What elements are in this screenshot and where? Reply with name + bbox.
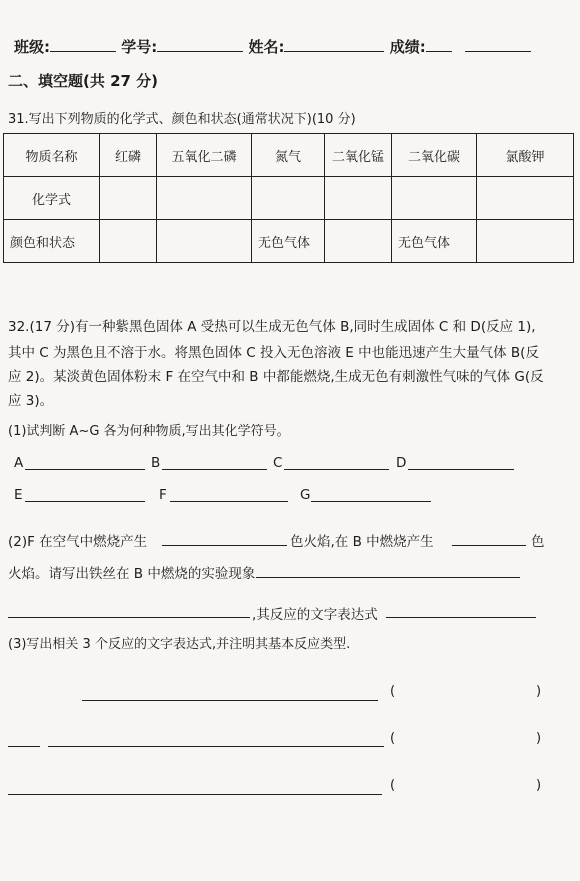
section-title: 二、填空题(共 27 分)	[8, 72, 159, 90]
score-label: 成绩:	[389, 38, 426, 56]
table-row-formula	[4, 177, 574, 220]
letter-a: A	[14, 455, 24, 471]
letter-b: B	[151, 455, 161, 471]
question-32-sub-3: (3)写出相关 3 个反应的文字表达式,并注明其基本反应类型.	[8, 637, 351, 652]
answer-blank-f[interactable]	[170, 501, 288, 502]
table-cell[interactable]	[325, 177, 392, 220]
answer-blank-b[interactable]	[162, 469, 267, 470]
letter-f: F	[159, 487, 167, 503]
reaction-equation-blank-2b[interactable]	[48, 746, 384, 747]
table-header-cell: 二氧化碳	[392, 134, 477, 177]
question-32-sub-1: (1)试判断 A~G 各为何种物质,写出其化学符号。	[8, 424, 290, 439]
student-info-header	[14, 36, 531, 57]
answer-blank-c[interactable]	[284, 469, 389, 470]
iron-phenomenon-blank-1[interactable]	[256, 577, 520, 578]
table-cell[interactable]	[252, 177, 325, 220]
student-id-blank[interactable]	[157, 37, 243, 52]
question-32-sub-2-part-d: 火焰。请写出铁丝在 B 中燃烧的实验现象	[8, 566, 256, 582]
letter-d: D	[396, 455, 407, 471]
student-id-label: 学号:	[121, 38, 158, 56]
class-blank[interactable]	[50, 37, 116, 52]
table-header-cell: 氮气	[252, 134, 325, 177]
score-blank-2[interactable]	[465, 37, 531, 52]
question-32-sub-2-part-a: (2)F 在空气中燃烧产生	[8, 534, 148, 550]
table-cell[interactable]	[157, 177, 252, 220]
question-32-sub-2-part-b: 色火焰,在 B 中燃烧产生	[290, 534, 434, 550]
table-header-cell: 氯酸钾	[477, 134, 574, 177]
table-cell[interactable]	[392, 177, 477, 220]
class-label: 班级:	[14, 38, 50, 56]
flame-color-b-blank[interactable]	[452, 545, 526, 546]
question-32-line-3: 应 2)。某淡黄色固体粉末 F 在空气中和 B 中都能燃烧,生成无色有刺激性气味的气体 G(反	[8, 369, 544, 385]
table-header-cell: 红磷	[100, 134, 157, 177]
table-cell[interactable]	[157, 220, 252, 263]
reaction-type-close-2: )	[536, 731, 542, 746]
table-header-cell: 物质名称	[4, 134, 100, 177]
reaction-equation-blank-3[interactable]	[8, 794, 382, 795]
table-cell[interactable]	[100, 220, 157, 263]
question-32-line-4: 应 3)。	[8, 393, 54, 409]
table-header-cell: 二氧化锰	[325, 134, 392, 177]
table-cell[interactable]	[325, 220, 392, 263]
reaction-equation-blank-2a[interactable]	[8, 746, 40, 747]
question-32-line-1: 32.(17 分)有一种紫黑色固体 A 受热可以生成无色气体 B,同时生成固体 C 和 D(反应 1),	[8, 319, 536, 335]
iron-phenomenon-blank-2[interactable]	[8, 617, 250, 618]
answer-blank-d[interactable]	[408, 469, 514, 470]
reaction-type-close-1: )	[536, 684, 542, 699]
answer-blank-a[interactable]	[25, 469, 145, 470]
table-row-color-state	[4, 220, 574, 263]
table-cell[interactable]	[477, 220, 574, 263]
question-32-sub-2-part-e: ,其反应的文字表达式	[252, 607, 378, 623]
table-cell[interactable]	[100, 177, 157, 220]
reaction-type-open-1: (	[390, 684, 396, 699]
score-blank-1[interactable]	[426, 37, 452, 52]
question-32-sub-2-part-c: 色	[531, 534, 545, 550]
letter-c: C	[273, 455, 283, 471]
table-cell: 无色气体	[392, 220, 477, 263]
reaction-type-close-3: )	[536, 778, 542, 793]
table-header-cell: 五氧化二磷	[157, 134, 252, 177]
word-equation-blank[interactable]	[386, 617, 536, 618]
table-cell[interactable]	[477, 177, 574, 220]
substance-table	[3, 133, 574, 263]
letter-g: G	[300, 487, 311, 503]
reaction-equation-blank-1[interactable]	[82, 700, 378, 701]
question-31-prompt: 31.写出下列物质的化学式、颜色和状态(通常状况下)(10 分)	[8, 112, 356, 127]
table-cell: 无色气体	[252, 220, 325, 263]
letter-e: E	[14, 487, 23, 503]
row-label-formula: 化学式	[4, 177, 100, 220]
reaction-type-open-3: (	[390, 778, 396, 793]
name-blank[interactable]	[284, 37, 384, 52]
flame-color-air-blank[interactable]	[162, 545, 287, 546]
answer-blank-g[interactable]	[311, 501, 431, 502]
question-32-line-2: 其中 C 为黑色且不溶于水。将黑色固体 C 投入无色溶液 E 中也能迅速产生大量气体 B(反	[8, 345, 539, 361]
table-header-row	[4, 134, 574, 177]
row-label-color-state: 颜色和状态	[4, 220, 100, 263]
name-label: 姓名:	[248, 38, 285, 56]
reaction-type-open-2: (	[390, 731, 396, 746]
answer-blank-e[interactable]	[25, 501, 145, 502]
